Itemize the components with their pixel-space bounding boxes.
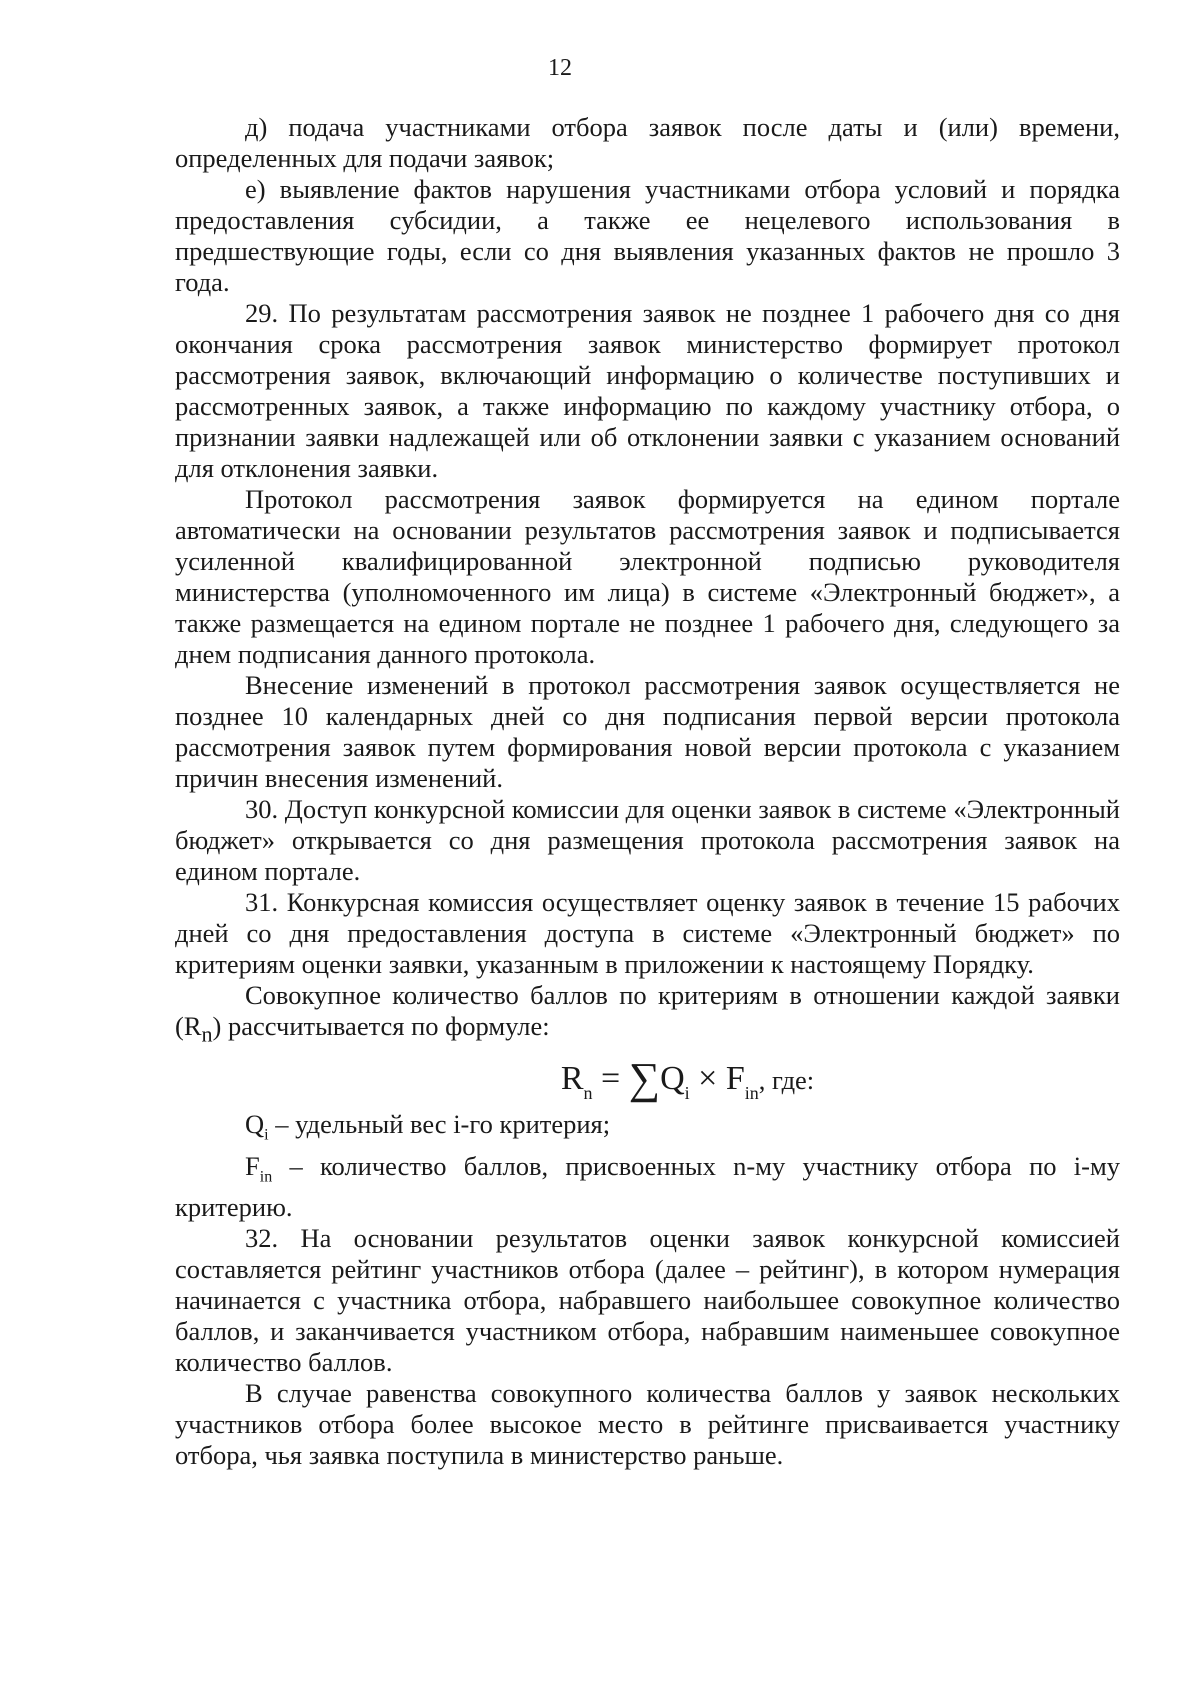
paragraph-clause-32: 32. На основании результатов оценки заявок конкурсной комиссией составляется рейтинг участников отбора (далее – рейтинг), в котором нумерация начинается с участника отбора, набравшего наибольшее совокупное количество баллов, и заканчивается участником отбора, набравшим наименьшее совокупное количество баллов. [175, 1222, 1120, 1377]
paragraph-item-e: е) выявление фактов нарушения участниками отбора условий и порядка предоставления субсидии, а также ее нецелевого использования в предшествующие годы, если со дня выявления указанных фактов не прошло 3 года. [175, 174, 1120, 297]
formula-f-sub: in [744, 1083, 759, 1104]
score-formula [175, 1053, 1120, 1105]
definition-q-sub: i [264, 1126, 269, 1144]
definition-f-sub: in [259, 1167, 273, 1185]
formula-r-sub: n [583, 1083, 593, 1104]
definition-q [175, 1109, 1120, 1150]
formula-times: × [698, 1060, 718, 1098]
total-score-subscript: n [201, 1021, 213, 1047]
paragraph-clause-31: 31. Конкурсная комиссия осуществляет оценку заявок в течение 15 рабочих дней со дня предоставления доступа в системе «Электронный бюджет» по критериям оценки заявки, указанным в приложении к настоящему Порядку. [175, 887, 1120, 979]
formula-q-sub: i [684, 1083, 690, 1104]
paragraph-protocol-formation: Протокол рассмотрения заявок формируется на едином портале автоматически на основании результатов рассмотрения заявок и подписывается усиленной квалифицированной электронной подписью руководителя министерства (уполномоченного им лица) в системе «Электронный бюджет», а также размещается на едином портале не позднее 1 рабочего дня, следующего за днем подписания данного протокола. [175, 484, 1120, 669]
definition-q-text: – удельный вес i-го критерия; [268, 1109, 611, 1140]
document-body [175, 112, 1120, 1471]
definition-f [175, 1151, 1120, 1223]
paragraph-total-score [175, 980, 1120, 1049]
formula-q: Q [660, 1060, 685, 1098]
definition-f-text: – количество баллов, присвоенных n-му участнику отбора по i-му критерию. [175, 1150, 1120, 1222]
formula-equals: = [601, 1060, 621, 1098]
definition-q-symbol: Q [245, 1109, 265, 1140]
paragraph-clause-30: 30. Доступ конкурсной комиссии для оценки заявок в системе «Электронный бюджет» открывается со дня размещения протокола рассмотрения заявок на едином портале. [175, 794, 1120, 886]
paragraph-clause-29: 29. По результатам рассмотрения заявок не позднее 1 рабочего дня со дня окончания срока рассмотрения заявок министерство формирует протокол рассмотрения заявок, включающий информацию о количестве поступивших и рассмотренных заявок, а также информацию по каждому участнику отбора, о признании заявки надлежащей или об отклонении заявки с указанием оснований для отклонения заявки. [175, 298, 1120, 483]
total-score-text-after: ) рассчитывается по формуле: [212, 1011, 550, 1041]
formula-tail: , где: [758, 1065, 815, 1096]
paragraph-equal-score: В случае равенства совокупного количества баллов у заявок нескольких участников отбора более высокое место в рейтинге присваивается участнику отбора, чья заявка поступила в министерство раньше. [175, 1377, 1120, 1470]
formula-f: F [725, 1060, 745, 1098]
page-number: 12 [548, 55, 572, 81]
total-score-text-before: Совокупное количество баллов по критериям в отношении каждой заявки (R [175, 980, 1120, 1041]
sum-icon: ∑ [628, 1054, 661, 1104]
definition-f-symbol: F [245, 1150, 260, 1181]
paragraph-item-d: д) подача участниками отбора заявок после даты и (или) времени, определенных для подачи заявок; [175, 112, 1120, 173]
paragraph-protocol-changes: Внесение изменений в протокол рассмотрения заявок осуществляется не позднее 10 календарных дней со дня подписания первой версии протокола рассмотрения заявок путем формирования новой версии протокола с указанием причин внесения изменений. [175, 670, 1120, 793]
formula-r: R [560, 1060, 584, 1098]
